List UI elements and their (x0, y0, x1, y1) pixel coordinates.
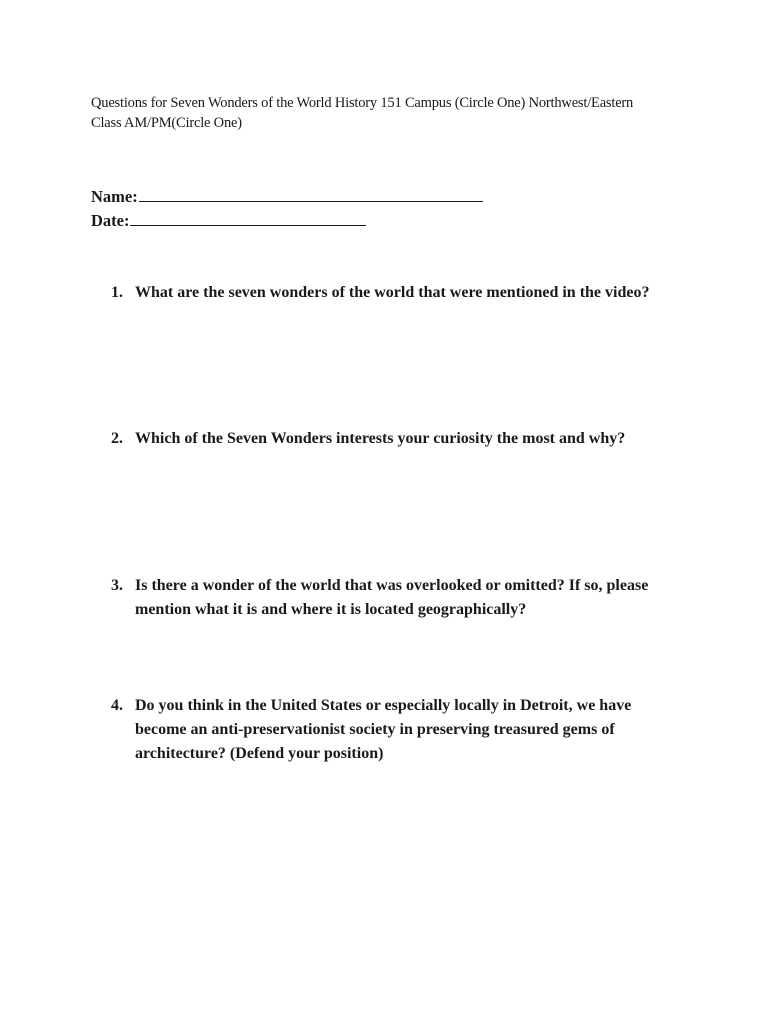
question-number: 2. (111, 430, 123, 447)
worksheet-header (91, 93, 711, 133)
name-blank-line (139, 186, 483, 202)
question-4 (111, 694, 651, 766)
header-title-line: Questions for Seven Wonders of the World History 151 Campus (Circle One) Northwest/Eastern (91, 95, 634, 111)
question-text: Do you think in the United States or especially locally in Detroit, we have become an anti-preservationist society in preserving treasured gems of architecture? (Defend your position) (135, 697, 632, 762)
question-text: What are the seven wonders of the world that were mentioned in the video? (135, 284, 650, 301)
student-info-fields (91, 185, 483, 233)
header-class-line: Class AM/PM(Circle One) (91, 115, 242, 131)
date-label: Date: (91, 211, 130, 230)
name-label: Name: (91, 187, 138, 206)
question-2 (111, 427, 691, 451)
question-number: 1. (111, 284, 123, 301)
question-number: 3. (111, 577, 123, 594)
question-1 (111, 281, 691, 305)
date-field (91, 209, 483, 233)
question-text: Is there a wonder of the world that was overlooked or omitted? If so, please mention what it is and where it is located geographically? (135, 577, 649, 618)
question-text: Which of the Seven Wonders interests your curiosity the most and why? (135, 430, 626, 447)
name-field (91, 185, 483, 209)
question-number: 4. (111, 697, 123, 714)
date-blank-line (130, 210, 366, 226)
question-3 (111, 574, 686, 622)
